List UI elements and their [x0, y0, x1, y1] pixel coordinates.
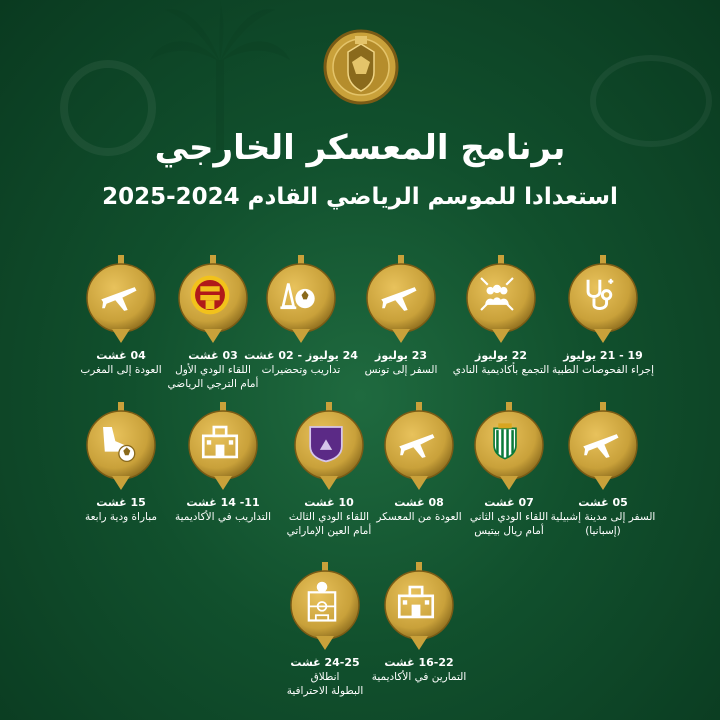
item-date: 04 غشت [96, 349, 146, 362]
item-date: 03 غشت [188, 349, 238, 362]
airplane-icon [376, 273, 426, 323]
schedule-item-league-start [262, 562, 388, 698]
item-date: 15 غشت [96, 496, 146, 509]
item-date: 05 غشت [578, 496, 628, 509]
gathering-icon [476, 273, 526, 323]
item-description: مباراة ودية رابعة [84, 511, 158, 523]
gold-medal [78, 402, 164, 490]
item-date: 16-22 غشت [384, 656, 454, 669]
gold-medal [458, 255, 544, 343]
schedule-item-friendly-4 [58, 402, 184, 524]
item-description: اللقاء الودي الثالث [288, 511, 370, 523]
item-date: 07 غشت [484, 496, 534, 509]
item-description: انطلاق [310, 671, 340, 683]
football-boot-icon [96, 420, 146, 470]
item-date: 22 يوليوز [474, 349, 528, 362]
pitch-icon [300, 580, 350, 630]
airplane-icon [578, 420, 628, 470]
item-date: 24 يوليوز - 02 غشت [244, 349, 358, 362]
stethoscope-icon [578, 273, 628, 323]
real-betis-logo [484, 420, 534, 470]
gold-medal [376, 562, 462, 650]
item-description: التجمع بأكاديمية النادي [452, 364, 550, 376]
item-description: السفر إلى تونس [364, 364, 438, 376]
schedule-item-return-morocco [58, 255, 184, 377]
alain-logo [304, 420, 354, 470]
gold-medal [560, 255, 646, 343]
item-description: التمارين في الأكاديمية [371, 671, 467, 683]
club-logo [322, 28, 400, 106]
airplane-icon [394, 420, 444, 470]
item-description: العودة إلى المغرب [80, 364, 162, 376]
item-description: (إسبانيا) [585, 525, 621, 537]
item-description: اللقاء الودي الثاني [469, 511, 549, 523]
training-icon [276, 273, 326, 323]
item-description: أمام الترجي الرياضي [167, 378, 259, 390]
page-title: برنامج المعسكر الخارجي [154, 128, 566, 168]
gold-medal [286, 402, 372, 490]
item-description: العودة من المعسكر [376, 511, 462, 523]
academy-icon [394, 580, 444, 630]
item-description: أمام العين الإماراتي [286, 525, 372, 537]
item-date: 23 يوليوز [374, 349, 428, 362]
item-description: التداريب في الأكاديمية [174, 511, 272, 523]
gold-medal [282, 562, 368, 650]
page-subtitle: استعدادا للموسم الرياضي القادم 2024-2025 [102, 184, 618, 210]
esperance-logo [188, 273, 238, 323]
item-date: 24-25 غشت [290, 656, 360, 669]
academy-icon [198, 420, 248, 470]
item-description: إجراء الفحوصات الطبية [551, 364, 655, 376]
item-date: 08 غشت [394, 496, 444, 509]
item-description: أمام ريال بيتيس [474, 525, 544, 537]
gold-medal [78, 255, 164, 343]
item-date: 10 غشت [304, 496, 354, 509]
item-date: 19 - 21 يوليوز [563, 349, 643, 362]
gold-medal [358, 255, 444, 343]
airplane-icon [96, 273, 146, 323]
item-date: 11- 14 غشت [186, 496, 260, 509]
gold-medal [180, 402, 266, 490]
item-description: السفر إلى مدينة إشبيلية [550, 511, 656, 523]
item-description: تداريب وتحضيرات [261, 364, 341, 376]
item-description: اللقاء الودي الأول [175, 364, 251, 376]
item-description: البطولة الاحترافية [286, 685, 364, 697]
gold-medal [560, 402, 646, 490]
